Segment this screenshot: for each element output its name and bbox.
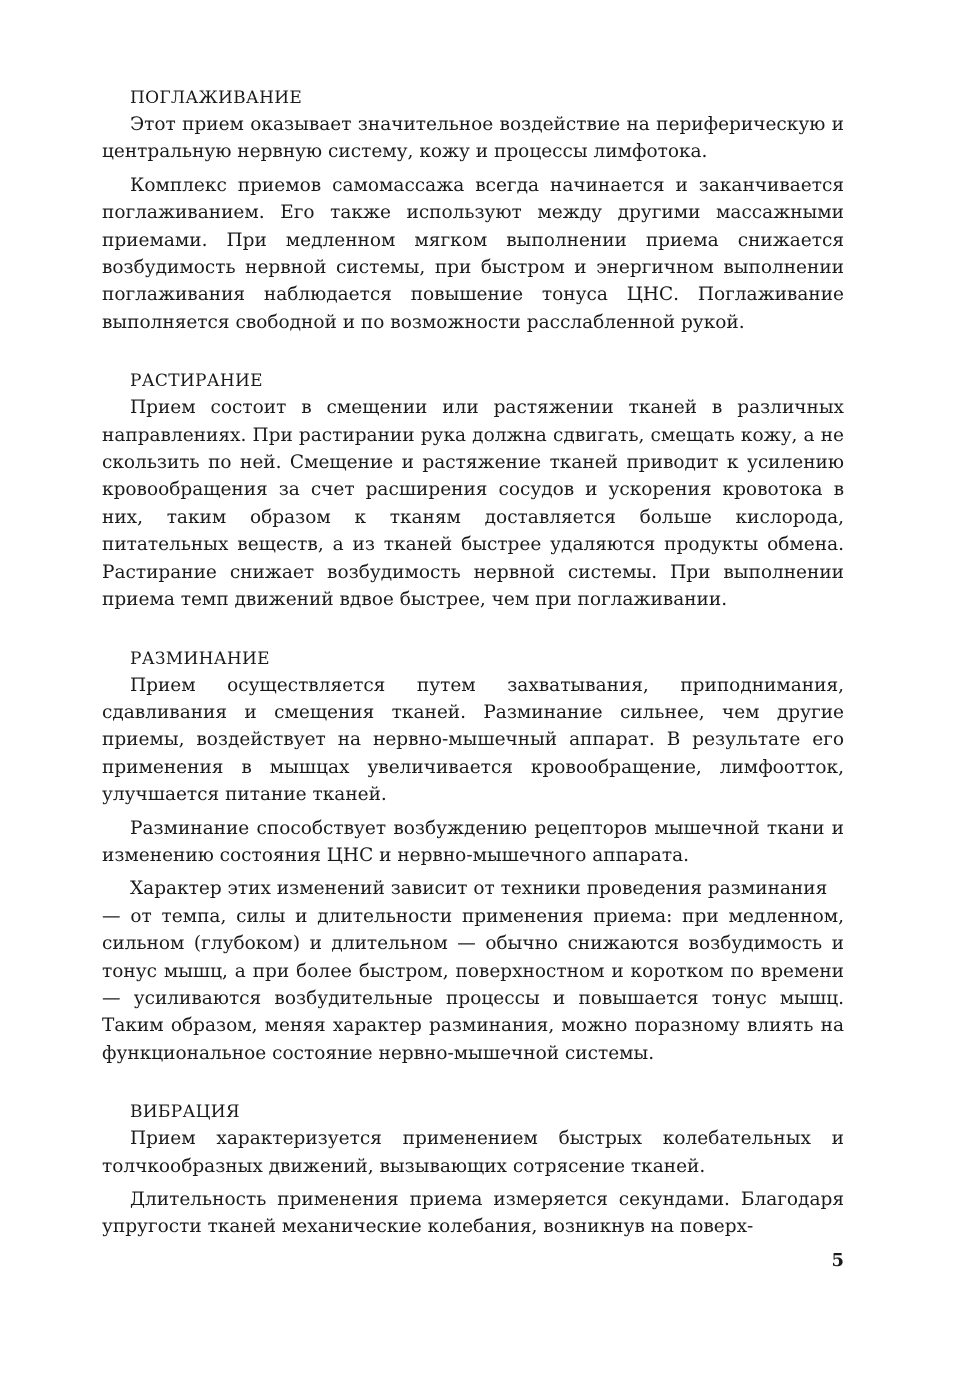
section-stroking bbox=[102, 85, 844, 336]
paragraph: Длительность применения приема измеряется секундами. Благодаря упругости тканей механические колебания, возникнув на поверх- bbox=[102, 1189, 844, 1238]
section-rubbing bbox=[102, 368, 844, 613]
paragraph: — от темпа, силы и длительности применения приема: при медленном, сильном (глубоком) и длительном — обычно снижаются возбудимость и тонус мышц, а при более быстром, поверхностном и коротком по времени — усиливаются возбудительные процессы и повышается тонус мышц. Таким образом, меняя характер разминания, можно поразному влиять на функциональное состояние нервно-мышечной системы. bbox=[102, 905, 844, 1064]
section-heading: РАЗМИНАНИЕ bbox=[130, 648, 270, 669]
section-heading: ПОГЛАЖИВАНИЕ bbox=[130, 88, 303, 108]
section-vibration bbox=[102, 1099, 844, 1241]
paragraph: Характер этих изменений зависит от техники проведения разминания bbox=[130, 878, 828, 900]
section-heading: ВИБРАЦИЯ bbox=[130, 1102, 240, 1123]
paragraph: Этот прием оказывает значительное воздействие на периферическую и центральную нервную систему, кожу и процессы лимфотока. bbox=[102, 114, 844, 163]
paragraph: Прием состоит в смещении или растяжении тканей в различных направлениях. При растирании рука должна сдвигать, смещать кожу, а не скользить по ней. Смещение и растяжение тканей приводит к усилению кровообращения за счет расширения сосудов и ускорения кровотока в них, таким образом к тканям доставляется больше кислорода, питательных веществ, а из тканей быстрее удаляются продукты обмена. Растирание снижает возбудимость нервной системы. При выполнении приема темп движений вдвое быстрее, чем при поглаживании. bbox=[102, 397, 844, 611]
page-body bbox=[102, 85, 844, 1241]
paragraph: Прием осуществляется путем захватывания, приподнимания, сдавливания и смещения тканей. Разминание сильнее, чем другие приемы, воздействует на нервно-мышечный аппарат. В результате его применения в мышцах увеличивается кровообращение, лимфоотток, улучшается питание тканей. bbox=[102, 674, 844, 806]
section-heading: РАСТИРАНИЕ bbox=[130, 371, 263, 392]
page-number: 5 bbox=[831, 1250, 844, 1271]
section-kneading bbox=[102, 646, 844, 1068]
paragraph: Разминание способствует возбуждению рецепторов мышечной ткани и изменению состояния ЦНС и нервно-мышечного аппарата. bbox=[102, 817, 844, 866]
paragraph: Прием характеризуется применением быстрых колебательных и толчкообразных движений, вызывающих сотрясение тканей. bbox=[102, 1128, 844, 1177]
paragraph: Комплекс приемов самомассажа всегда начинается и заканчивается поглаживанием. Его также используют между другими массажными приемами. При медленном мягком выполнении приема снижается возбудимость нервной системы, при быстром и энергичном выполнении поглаживания наблюдается повышение тонуса ЦНС. Поглаживание выполняется свободной и по возможности расслабленной рукой. bbox=[102, 174, 844, 333]
